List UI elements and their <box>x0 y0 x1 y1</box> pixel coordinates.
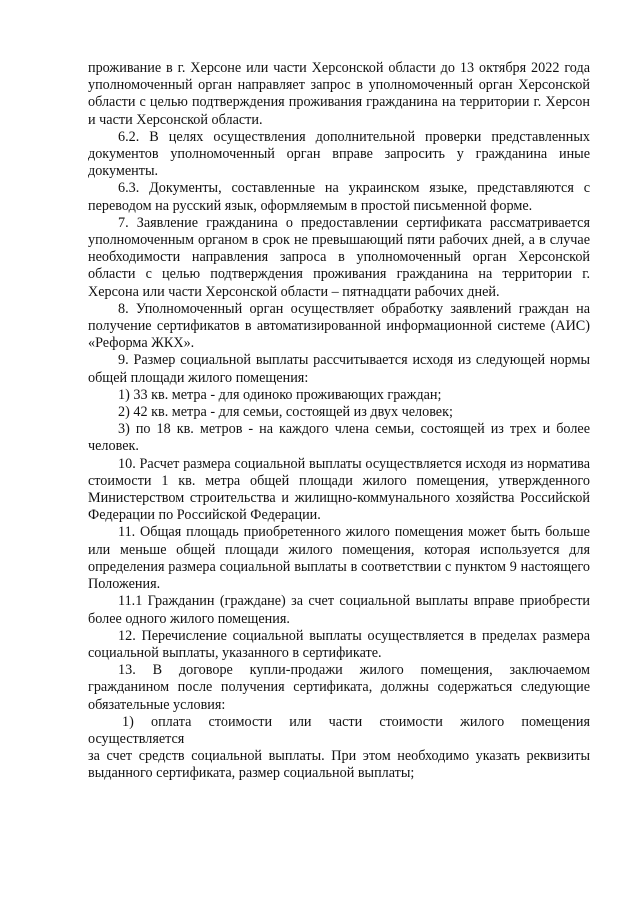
paragraph-12: 12. Перечисление социальной выплаты осуществляется в пределах размера социальной выплаты, указанного в сертификате. <box>88 627 590 661</box>
paragraph-13-item-1: 1) оплата стоимости или части стоимости жилого помещения осуществляется <box>88 713 590 747</box>
paragraph-8: 8. Уполномоченный орган осуществляет обработку заявлений граждан на получение сертификатов в автоматизированной информационной системе (АИС) «Реформа ЖКХ». <box>88 300 590 352</box>
paragraph-10: 10. Расчет размера социальной выплаты осуществляется исходя из норматива стоимости 1 кв. метра общей площади жилого помещения, утвержденного Министерством строительства и жилищно-коммунального хозяйства Российской Федерации по Российской Федерации. <box>88 455 590 524</box>
paragraph-6-2: 6.2. В целях осуществления дополнительной проверки представленных документов уполномоченный орган вправе запросить у гражданина иные документы. <box>88 128 590 180</box>
document-body <box>88 60 590 783</box>
paragraph-6-3: 6.3. Документы, составленные на украинском языке, представляются с переводом на русский язык, оформляемым в простой письменной форме. <box>88 180 590 214</box>
paragraph-7: 7. Заявление гражданина о предоставлении сертификата рассматривается уполномоченным органом в срок не превышающий пяти рабочих дней, а в случае необходимости направления запроса в уполномоченный орган Херсонской области с целью подтверждения проживания гражданина на территории г. Херсона или части Херсонской области – пятнадцати рабочих дней. <box>88 214 590 300</box>
paragraph-9-item-2: 2) 42 кв. метра - для семьи, состоящей из двух человек; <box>118 404 453 421</box>
paragraph-9-item-3: 3) по 18 кв. метров - на каждого члена семьи, состоящей из трех и более человек. <box>88 421 590 455</box>
paragraph-9-item-1: 1) 33 кв. метра - для одиноко проживающих граждан; <box>118 386 442 403</box>
paragraph-11-1: 11.1 Гражданин (граждане) за счет социальной выплаты вправе приобрести более одного жилого помещения. <box>88 593 590 627</box>
paragraph-continuation: проживание в г. Херсоне или части Херсонской области до 13 октября 2022 года уполномоченный орган направляет запрос в уполномоченный орган Херсонской области с целью подтверждения проживания гражданина на территории г. Херсон и части Херсонской области. <box>88 60 590 128</box>
paragraph-11: 11. Общая площадь приобретенного жилого помещения может быть больше или меньше общей площади жилого помещения, которая используется для определения размера социальной выплаты в соответствии с пунктом 9 настоящего Положения. <box>88 524 590 593</box>
paragraph-9: 9. Размер социальной выплаты рассчитывается исходя из следующей нормы общей площади жилого помещения: <box>88 352 590 386</box>
paragraph-13-item-1-continuation: за счет средств социальной выплаты. При этом необходимо указать реквизиты выданного сертификата, размер социальной выплаты; <box>88 748 590 782</box>
paragraph-13: 13. В договоре купли-продажи жилого помещения, заключаемом гражданином после получения сертификата, должны содержаться следующие обязательные условия: <box>88 662 590 713</box>
